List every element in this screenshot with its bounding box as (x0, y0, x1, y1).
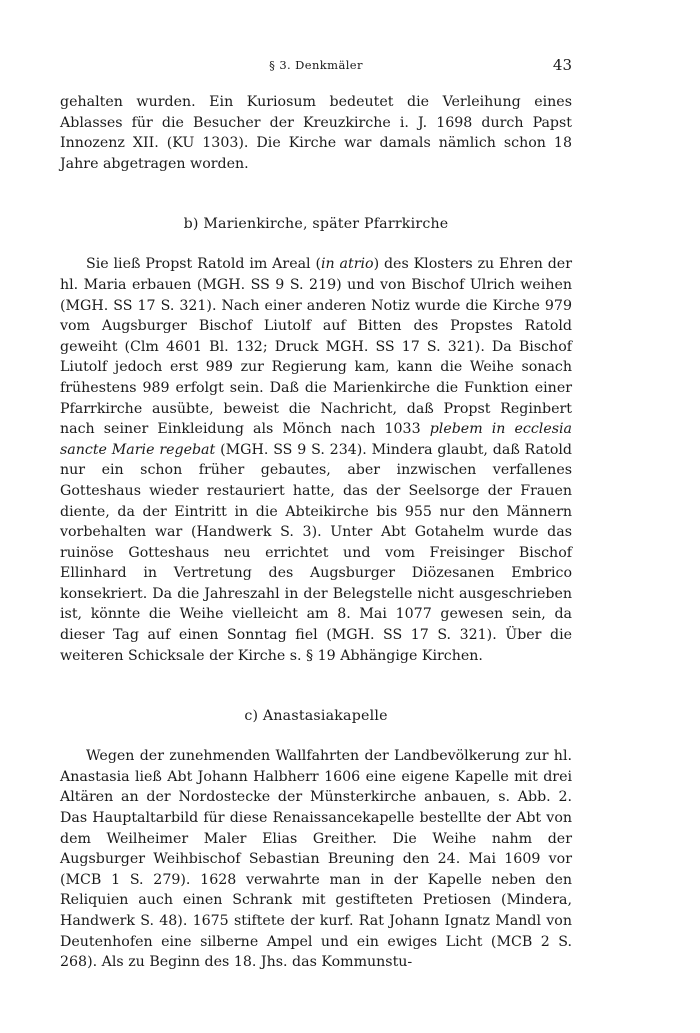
italic-text: in atrio (321, 256, 374, 273)
running-head: § 3. Denkmäler (269, 58, 363, 72)
text-run: ) des Klosters zu Ehren der hl. Maria erbauen (MGH. SS 9 S. 219) und von Bischof Ulrich weihen (MGH. SS 17 S. 321). Nach einer anderen Notiz wurde die Kirche 979 vom Augsburger Bischof Liutolf auf Bitten des Propstes Ratold geweiht (Clm 4601 Bl. 132; Druck MGH. SS 17 S. 321). Da Bischof Liutolf jedoch erst 989 zur Regierung kam, kann die Weihe sonach frühestens 989 erfolgt sein. Daß die Marienkirche die Funktion einer Pfarrkirche ausübte, beweist die Nachricht, daß Propst Reginbert nach seiner Einkleidung als Mönch nach 1033 (60, 256, 572, 438)
page-number: 43 (552, 56, 572, 74)
section-heading-marienkirche: b) Marienkirche, später Pfarrkirche (183, 216, 449, 233)
page-header (60, 56, 572, 80)
text-run: (MGH. SS 9 S. 234). Mindera glaubt, daß Ratold nur ein schon früher gebautes, aber inzwischen verfallenes Gotteshaus wieder restauriert hatte, das der Seelsorge der Frauen diente, da der Eintritt in die Abteikirche bis 955 nur den Männern vorbehalten war (Handwerk S. 3). Unter Abt Gotahelm wurde das ruinöse Gotteshaus neu errichtet und vom Freisinger Bischof Ellinhard in Vertretung des Augsburger Diözesanen Embrico konsekriert. Da die Jahreszahl in der Belegstelle nicht ausgeschrieben ist, könnte die Weihe vielleicht am 8. Mai 1077 gewesen sein, da dieser Tag auf einen Sonntag fiel (MGH. SS 17 S. 321). Über die weiteren Schicksale der Kirche s. § 19 Abhängige Kirchen. (60, 441, 572, 664)
paragraph-marienkirche (60, 254, 572, 666)
italic-text: plebem in ecclesia sancte Marie regebat (60, 421, 572, 458)
text-run: Sie ließ Propst Ratold im Areal ( (86, 256, 321, 273)
section-heading-anastasiakapelle: c) Anastasiakapelle (244, 708, 388, 725)
paragraph-continued: gehalten wurden. Ein Kuriosum bedeutet die Verleihung eines Ablasses für die Besucher der Kreuzkirche i. J. 1698 durch Papst Innozenz XII. (KU 1303). Die Kirche war damals nämlich schon 18 Jahre abgetragen worden. (60, 94, 572, 172)
paragraph-anastasiakapelle: Wegen der zunehmenden Wallfahrten der Landbevölkerung zur hl. Anastasia ließ Abt Johann Halbherr 1606 eine eigene Kapelle mit drei Altären an der Nordostecke der Münsterkirche anbauen, s. Abb. 2. Das Hauptaltarbild für diese Renaissancekapelle bestellte der Abt von dem Weilheimer Maler Elias Greither. Die Weihe nahm der Augsburger Weihbischof Sebastian Breuning den 24. Mai 1609 vor (MCB 1 S. 279). 1628 verwahrte man in der Kapelle neben den Reliquien auch einen Schrank mit gestifteten Pretiosen (Mindera, Handwerk S. 48). 1675 stiftete der kurf. Rat Johann Ignatz Mandl von Deutenhofen eine silberne Ampel und ein ewiges Licht (MCB 2 S. 268). Als zu Beginn des 18. Jhs. das Kommunstu- (60, 748, 572, 971)
page-body (60, 92, 572, 973)
